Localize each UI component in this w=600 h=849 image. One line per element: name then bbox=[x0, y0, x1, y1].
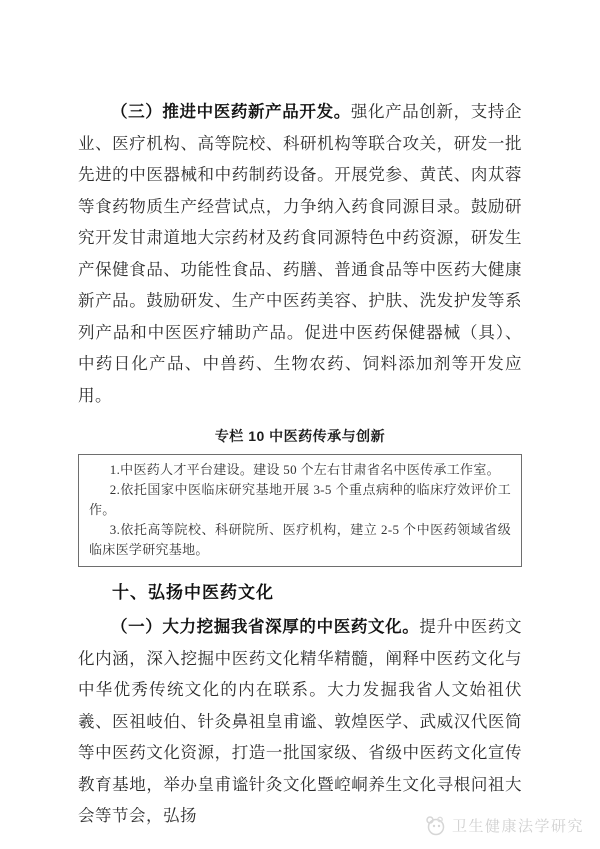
feature-box-item: 1.中医药人才平台建设。建设 50 个左右甘肃省名中医传承工作室。 bbox=[109, 462, 500, 477]
paragraph-tcm-culture bbox=[78, 611, 522, 832]
feature-box bbox=[78, 454, 522, 567]
paragraph-lead-bold: （三）推进中医药新产品开发。 bbox=[111, 102, 351, 121]
paragraph-body-text: 提升中医药文化内涵，深入挖掘中医药文化精华精髓，阐释中医药文化与中华优秀传统文化的内在联系。大力发掘我省人文始祖伏羲、医祖岐伯、针灸鼻祖皇甫谧、敦煌医学、武威汉代医简等中医药文化资源，打造一批国家级、省级中医药文化宣传教育基地，举办皇甫谧针灸文化暨崆峒养生文化寻根问祖大会等节会，弘扬 bbox=[78, 617, 523, 825]
paragraph-lead-bold: （一）大力挖掘我省深厚的中医药文化。 bbox=[111, 617, 420, 636]
paragraph-body-text: 强化产品创新，支持企业、医疗机构、高等院校、科研机构等联合攻关，研发一批先进的中医器械和中药制药设备。开展党参、黄芪、肉苁蓉等食药物质生产经营试点，力争纳入药食同源目录。鼓励研究开发甘肃道地大宗药材及药食同源特色中药资源，研发生产保健食品、功能性食品、药膳、普通食品等中医药大健康新产品。鼓励研发、生产中医药美容、护肤、洗发护发等系列产品和中医医疗辅助产品。促进中医药保健器械（具）、中药日化产品、中兽药、生物农药、饲料添加剂等开发应用。 bbox=[78, 102, 523, 405]
watermark-text: 卫生健康法学研究 bbox=[451, 817, 584, 835]
panda-logo-icon bbox=[423, 813, 447, 837]
feature-box-item: 2.依托国家中医临床研究基地开展 3-5 个重点病种的临床疗效评价工作。 bbox=[89, 482, 511, 517]
feature-box-item: 3.依托高等院校、科研院所、医疗机构，建立 2-5 个中医药领域省级临床医学研究基地。 bbox=[89, 522, 511, 557]
paragraph-new-product-development bbox=[78, 96, 522, 411]
section-heading-promote-tcm-culture: 十、弘扬中医药文化 bbox=[112, 583, 274, 602]
watermark bbox=[423, 813, 584, 837]
document-body bbox=[78, 96, 522, 832]
feature-box-title: 专栏 10 中医药传承与创新 bbox=[214, 428, 386, 444]
